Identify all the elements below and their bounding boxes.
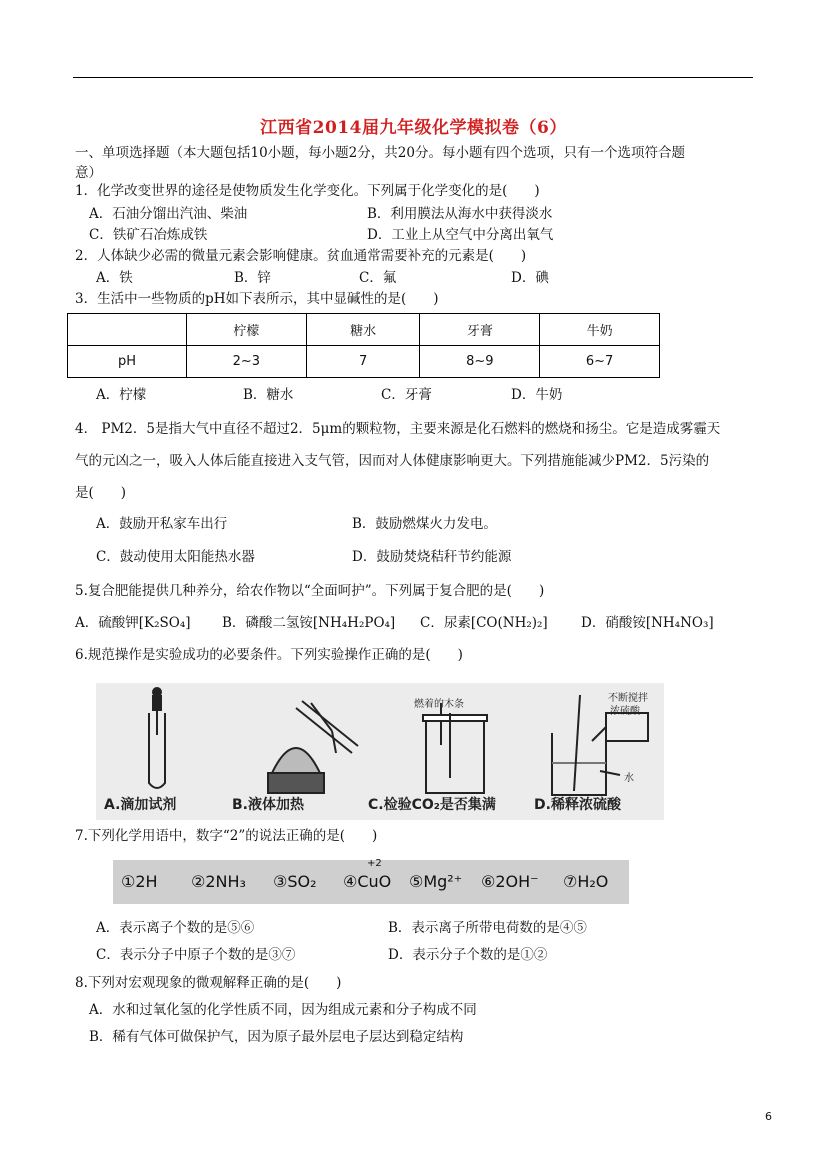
q4-option-a: A．鼓励开私家车出行 <box>96 516 228 532</box>
q7-option-c: C．表示分子中原子个数的是③⑦ <box>96 947 296 963</box>
cuo-charge-label: +2 <box>367 858 382 869</box>
q1-option-d: D．工业上从空气中分离出氧气 <box>367 227 554 243</box>
q1-option-b: B．利用膜法从海水中获得淡水 <box>367 206 553 222</box>
label-burning-stick: 燃着的木条 <box>414 699 464 710</box>
symbol-item: ⑥2OH⁻ <box>481 872 539 891</box>
symbol-item: ⑦H₂O <box>563 872 609 891</box>
chemical-symbols-strip <box>113 860 629 904</box>
q7-option-d: D．表示分子个数的是①② <box>388 947 548 963</box>
table-cell: 2~3 <box>187 346 307 378</box>
q7-option-b: B．表示离子所带电荷数的是④⑤ <box>388 920 587 936</box>
table-header-cell <box>68 314 187 346</box>
q5-option-b: B．磷酸二氢铵[NH₄H₂PO₄] <box>222 615 396 631</box>
q2-option-a: A．铁 <box>96 270 133 286</box>
table-header-cell: 牙膏 <box>420 314 540 346</box>
caption-d: D.稀释浓硫酸 <box>534 797 621 813</box>
table-header-row <box>68 314 660 346</box>
q2-option-b: B．锌 <box>234 270 271 286</box>
q5-stem: 5.复合肥能提供几种养分，给农作物以“全面呵护”。下列属于复合肥的是( ) <box>75 583 545 599</box>
dropper-and-test-tube-icon <box>149 688 165 788</box>
q2-option-c: C．氟 <box>359 270 397 286</box>
caption-c: C.检验CO₂是否集满 <box>368 797 496 813</box>
caption-a: A.滴加试剂 <box>104 797 177 813</box>
table-cell: 7 <box>306 346 420 378</box>
ph-table <box>67 313 660 378</box>
q4-stem-line1: 4． PM2．5是指大气中直径不超过2．5μm的颗粒物，主要来源是化石燃料的燃烧和扬尘。它是造成雾霾天 <box>75 421 721 437</box>
q2-option-d: D．碘 <box>511 270 549 286</box>
table-cell: 6~7 <box>540 346 660 378</box>
table-cell: 8~9 <box>420 346 540 378</box>
q5-option-c: C．尿素[CO(NH₂)₂] <box>420 615 548 631</box>
symbol-item: ①2H <box>121 872 158 891</box>
q4-option-d: D．鼓励焚烧秸秆节约能源 <box>352 549 512 565</box>
q4-option-b: B．鼓励燃煤火力发电。 <box>352 516 497 532</box>
page-title: 江西省2014届九年级化学模拟卷（6） <box>260 118 567 138</box>
label-water: 水 <box>624 773 634 784</box>
q3-stem: 3．生活中一些物质的pH如下表所示，其中显碱性的是( ) <box>75 291 439 307</box>
q4-stem-line3: 是( ) <box>75 485 127 501</box>
q6-stem: 6.规范操作是实验成功的必要条件。下列实验操作正确的是( ) <box>75 647 463 663</box>
symbol-item: ⑤Mg²⁺ <box>409 872 463 891</box>
q4-stem-line2: 气的元凶之一，吸入人体后能直接进入支气管，因而对人体健康影响更大。下列措施能减少PM2．5污染的 <box>75 453 710 469</box>
page-number: 6 <box>765 1110 772 1123</box>
lab-operations-figure <box>96 683 664 820</box>
q7-stem: 7.下列化学用语中，数字“2”的说法正确的是( ) <box>75 828 378 844</box>
q1-option-c: C．铁矿石冶炼成铁 <box>89 227 208 243</box>
label-keep-stirring: 不断搅拌 <box>608 693 648 704</box>
table-cell: pH <box>68 346 187 378</box>
q8-stem: 8.下列对宏观现象的微观解释正确的是( ) <box>75 975 342 991</box>
section-instructions-line2: 意） <box>75 165 102 181</box>
q2-stem: 2．人体缺少必需的微量元素会影响健康。贫血通常需要补充的元素是( ) <box>75 248 527 264</box>
symbol-item: ②2NH₃ <box>191 872 246 891</box>
q1-stem: 1．化学改变世界的途径是使物质发生化学变化。下列属于化学变化的是( ) <box>75 183 540 199</box>
table-row <box>68 346 660 378</box>
table-header-cell: 牛奶 <box>540 314 660 346</box>
q5-option-d: D．硝酸铵[NH₄NO₃] <box>581 615 714 631</box>
header-rule <box>73 77 753 78</box>
q3-option-a: A．柠檬 <box>96 387 147 403</box>
symbol-item: ③SO₂ <box>273 872 317 891</box>
gas-bottle-icon <box>423 703 487 793</box>
q1-option-a: A．石油分馏出汽油、柴油 <box>89 206 248 222</box>
caption-b: B.液体加热 <box>232 797 304 813</box>
q3-option-c: C．牙膏 <box>381 387 432 403</box>
symbol-item: ④CuO <box>343 872 392 891</box>
table-header-cell: 糖水 <box>306 314 420 346</box>
q8-option-b: B．稀有气体可做保护气，因为原子最外层电子层达到稳定结构 <box>89 1029 464 1045</box>
q3-option-d: D．牛奶 <box>511 387 563 403</box>
q3-option-b: B．糖水 <box>243 387 294 403</box>
table-header-cell: 柠檬 <box>187 314 307 346</box>
q8-option-a: A．水和过氧化氢的化学性质不同，因为组成元素和分子构成不同 <box>89 1002 477 1018</box>
section-instructions-line1: 一、单项选择题（本大题包括10小题，每小题2分，共20分。每小题有四个选项，只有一个选项符合题 <box>75 145 685 161</box>
q4-option-c: C．鼓动使用太阳能热水器 <box>96 549 255 565</box>
q5-option-a: A．硫酸钾[K₂SO₄] <box>75 615 191 631</box>
label-concentrated-acid: 浓硫酸 <box>610 706 640 717</box>
q7-option-a: A．表示离子个数的是⑤⑥ <box>96 920 255 936</box>
heating-setup-icon <box>268 701 358 793</box>
